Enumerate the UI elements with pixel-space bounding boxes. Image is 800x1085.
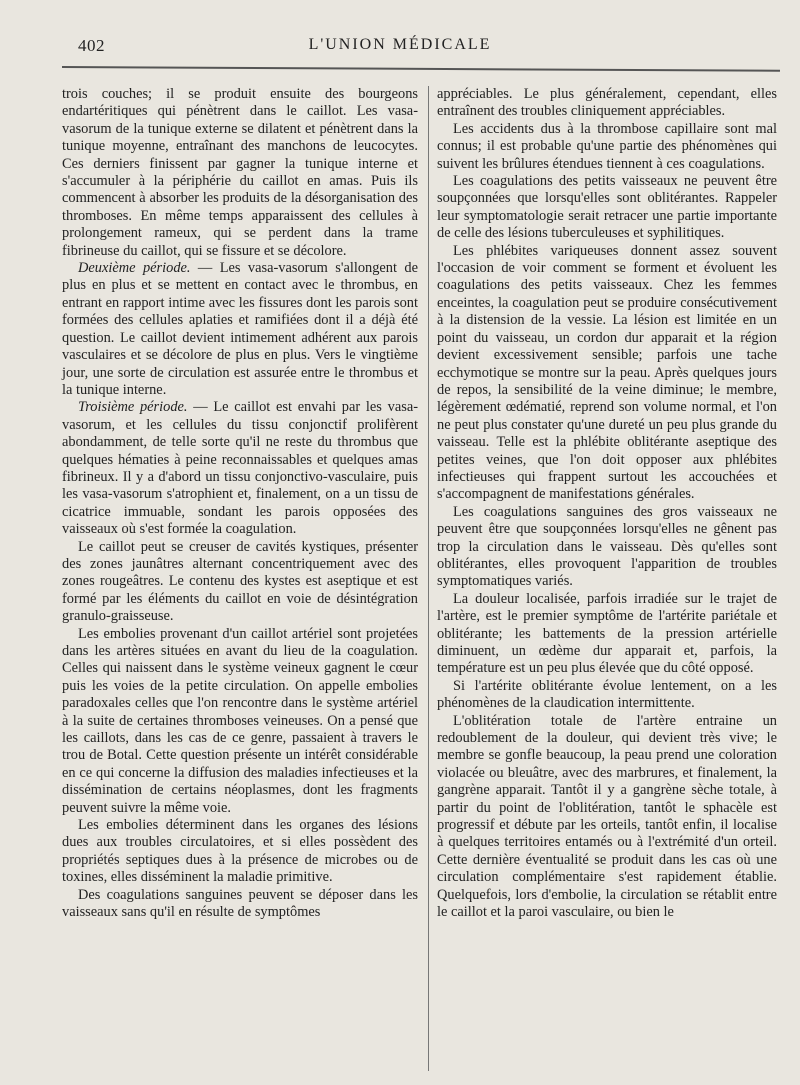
right-paragraph-2: Les accidents dus à la thrombose capillaire sont mal connus; il est probable qu'une partie des phénomènes qui suivent les brûlures étendues tiennent à ces coagulations. (437, 120, 777, 172)
right-paragraph-1: appréciables. Le plus généralement, cependant, elles entraînent des troubles cliniquement appréciables. (437, 86, 777, 120)
right-paragraph-6: La douleur localisée, parfois irradiée sur le trajet de l'artère, est le premier symptôme de l'artérite pariétale et oblitérante; les battements de la pression artérielle diminuent, un œdème dur apparait et, parfois, la température est un peu plus élevée que du côté opposé. (437, 590, 777, 677)
page-number: 402 (78, 36, 105, 55)
running-head-title: L'UNION MÉDICALE (308, 36, 492, 53)
left-paragraph-3 (62, 399, 418, 538)
right-column (437, 86, 777, 922)
section-heading-troisieme-periode: Troisième période. (78, 399, 188, 416)
right-paragraph-8: L'oblitération totale de l'artère entraine un redoublement de la douleur, qui devient très vive; le membre se gonfle beaucoup, la peau prend une coloration violacée ou bleuâtre, avec des marbrures, et finalement, la gangrène apparait. Tantôt il y a gangrène sèche totale, à partir du point de l'oblitération, tantôt le sphacèle est progressif et débute par les orteils, tantôt enfin, il localise à quelques territoires entamés ou à l'extrémité d'un orteil. Cette dernière éventualité se produit dans les cas où une circulation complémentaire s'est rapidement établie. Quelquefois, lors d'embolie, la circulation se rétablit entre le caillot et la paroi vasculaire, ou bien le (437, 712, 777, 921)
left-column (62, 86, 418, 922)
left-paragraph-3-text: — Le caillot est envahi par les vasa-vasorum, et les cellules du tissu conjonctif prolifèrent abondamment, de telle sorte qu'il ne reste du thrombus que quelques hématies à peine reconnaissables et quelques amas fibrineux. Il y a d'abord un tissu conjonctivo-vasculaire, puis les vasa-vasorum s'atrophient et, finalement, on a un tissu de cicatrice immuable, sondant les parois opposées des vaisseaux où s'est formée la coagulation. (62, 399, 418, 538)
left-paragraph-2-text: — Les vasa-vasorum s'allongent de plus en plus et se mettent en contact avec le thrombus, en entrant en rapport intime avec les fissures dont les parois sont formées des cellules aplaties et ramifiées dont il a déjà été question. Le caillot devient intimement adhérent aux parois vasculaires et se décolore de plus en plus. Vers le vingtième jour, une sorte de circulation est assurée entre le thrombus et la tunique interne. (62, 260, 418, 398)
right-paragraph-4: Les phlébites variqueuses donnent assez souvent l'occasion de voir comment se forment et évoluent les coagulations des petits vaisseaux. Chez les femmes enceintes, la coagulation peut se produire consécutivement à la distension de la vessie. La lésion est limitée en un point du vaisseau, un cordon dur apparait et la région devient excessivement sensible; parfois une tache ecchymotique se montre sur la peau. Après quelques jours de repos, la sensibilité de la veine diminue; le membre, légèrement œdématié, reprend son volume normal, et l'on ne peut plus constater qu'une dureté un peu plus grande du vaisseau. Telle est la phlébite oblitérante aseptique des petites veines, que l'on doit opposer aux phlébites infectieuses qui frappent surtout les accouchées et s'accompagnent de manifestations générales. (437, 242, 777, 503)
left-paragraph-4: Le caillot peut se creuser de cavités kystiques, présenter des zones jaunâtres alternant concentriquement avec des zones rougeâtres. Le contenu des kystes est aseptique et est formé par les éléments du caillot en voie de désintégration granulo-graisseuse. (62, 538, 418, 625)
left-paragraph-2 (62, 260, 418, 399)
left-paragraph-7: Des coagulations sanguines peuvent se déposer dans les vaisseaux sans qu'il en résulte de symptômes (62, 886, 418, 921)
right-paragraph-3: Les coagulations des petits vaisseaux ne peuvent être soupçonnées que lorsqu'elles sont oblitérantes. Rappeler leur symptomatologie serait retracer une partie importante de celle des lésions tuberculeuses et syphilitiques. (437, 173, 777, 242)
right-paragraph-7: Si l'artérite oblitérante évolue lentement, on a les phénomènes de la claudication intermittente. (437, 677, 777, 712)
right-paragraph-5: Les coagulations sanguines des gros vaisseaux ne peuvent être que soupçonnées lorsqu'elles ne gênent pas trop la circulation dans le vaisseau. Dès qu'elles sont oblitérantes, elles provoquent l'apparition de troubles symptomatiques variés. (437, 503, 777, 590)
section-heading-deuxieme-periode: Deuxième période. (78, 260, 191, 277)
left-paragraph-5: Les embolies provenant d'un caillot artériel sont projetées dans les artères situées en avant du lieu de la coagulation. Celles qui naissent dans le système veineux gagnent le cœur puis les voies de la petite circulation. On appelle embolies paradoxales celles que l'on rencontre dans le système artériel à la suite de certaines thromboses veineuses. On a pensé que les caillots, dans les cas de ce genre, passaient à travers le trou de Botal. Cette question présente un intérêt considérable en ce qui concerne la diffusion des maladies infectieuses et la dissémination de certains néoplasmes, dont les fragments peuvent suivre la même voie. (62, 625, 418, 816)
left-paragraph-1: trois couches; il se produit ensuite des bourgeons endartéritiques qui pénètrent dans le caillot. Les vasa-vasorum de la tunique externe se dilatent et pénètrent dans la tunique moyenne, entraînant des manchons de leucocytes. Ces derniers finissent par gagner la tunique interne et s'accumuler à la périphérie du caillot en amas. Puis ils commencent à absorber les produits de la désorganisation des thromboses. En même temps apparaissent des cellules à prolongement rameux, qui se perdent dans la trame fibrineuse du caillot, qui se fissure et se décolore. (62, 86, 418, 259)
header-rule (62, 66, 780, 72)
left-paragraph-6: Les embolies déterminent dans les organes des lésions dues aux troubles circulatoires, et si elles possèdent des propriétés septiques dues à la présence de microbes ou de toxines, elles disséminent la maladie primitive. (62, 817, 418, 886)
column-divider (428, 86, 429, 1071)
